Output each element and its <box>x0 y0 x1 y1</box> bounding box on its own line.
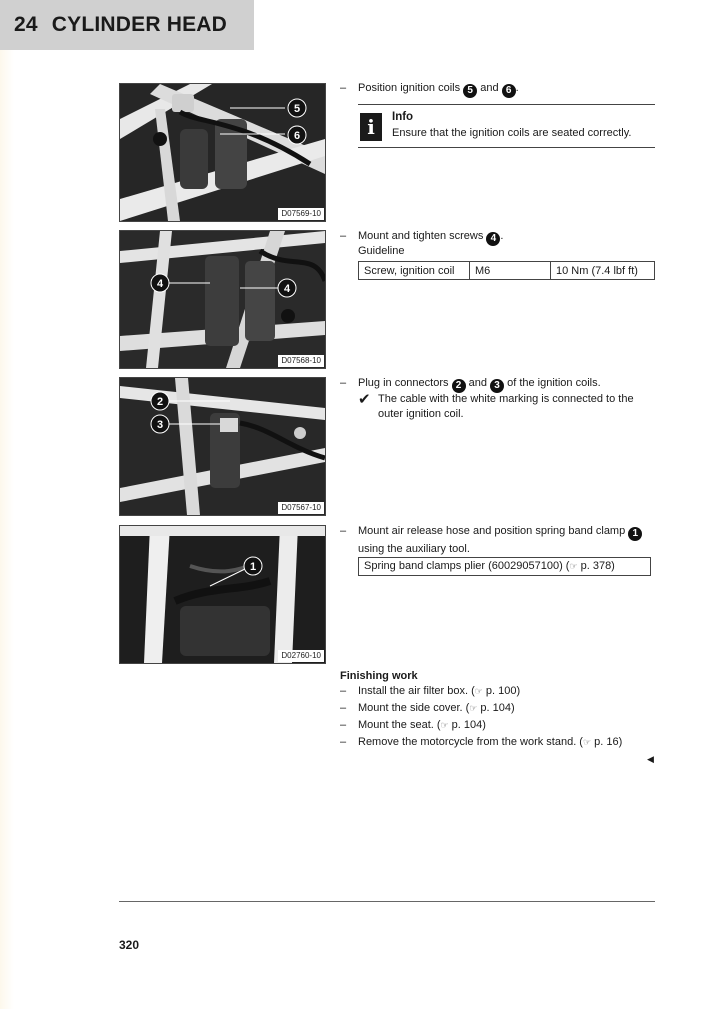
step-text: Mount and tighten screws <box>358 230 487 242</box>
step-dash: – <box>340 736 347 748</box>
step-dash: – <box>340 525 347 537</box>
step-text: of the ignition coils. <box>504 377 601 389</box>
list-item-text: Mount the side cover. ( <box>358 702 470 714</box>
step-position-coils <box>340 80 660 98</box>
callout-1 <box>244 557 262 575</box>
page-edge <box>0 0 14 1009</box>
svg-text:5: 5 <box>293 103 301 115</box>
svg-text:3: 3 <box>156 419 164 431</box>
figure-photo <box>120 378 325 515</box>
tool-text: Spring band clamps plier (60029057100) ( <box>364 560 570 572</box>
footer-divider <box>119 901 655 902</box>
svg-text:6: 6 <box>293 130 301 142</box>
step-dash: – <box>340 82 347 94</box>
callout-number: 2 <box>452 379 466 393</box>
figure-code: D07567-10 <box>278 502 324 514</box>
info-text: Ensure that the ignition coils are seated correctly. <box>392 127 632 139</box>
chapter-number: 24 <box>14 13 38 36</box>
table-row <box>359 262 655 280</box>
callout-4-right <box>278 279 296 297</box>
list-item-text: Mount the seat. ( <box>358 719 441 731</box>
svg-text:2: 2 <box>156 396 164 408</box>
figure-screws <box>119 230 326 369</box>
svg-text:4: 4 <box>156 278 164 290</box>
step-dash: – <box>340 377 347 389</box>
callout-number: 1 <box>628 527 642 541</box>
figure-photo <box>120 526 325 663</box>
list-item-page[interactable]: p. 104) <box>477 702 515 714</box>
step-dash: – <box>340 685 347 697</box>
special-tool-box <box>358 557 651 576</box>
check-icon: ✔ <box>358 391 371 408</box>
figure-photo <box>120 231 325 368</box>
callout-5 <box>288 99 306 117</box>
finishing-work-title: Finishing work <box>340 670 418 682</box>
chapter-header <box>0 0 254 50</box>
step-plug-connectors <box>340 375 660 393</box>
guideline-label: Guideline <box>358 245 405 257</box>
list-item-page[interactable]: p. 104) <box>448 719 486 731</box>
spec-torque: 10 Nm (7.4 lbf ft) <box>551 262 655 280</box>
page-number: 320 <box>119 938 140 952</box>
step-text: . <box>515 82 519 94</box>
step-text: Position ignition coils <box>358 82 464 94</box>
info-icon: i <box>360 113 382 141</box>
callout-2 <box>151 392 169 410</box>
callout-number: 3 <box>490 379 504 393</box>
list-item <box>340 700 622 717</box>
step-dash: – <box>340 230 347 242</box>
list-item <box>340 683 622 700</box>
info-box <box>358 104 655 148</box>
list-item-page[interactable]: p. 100) <box>482 685 521 697</box>
step-air-release-hose <box>340 523 660 557</box>
callout-6 <box>288 126 306 144</box>
step-mount-screws <box>340 228 660 246</box>
spec-thread: M6 <box>470 262 551 280</box>
step-text: and <box>465 377 491 389</box>
callout-3 <box>151 415 169 433</box>
callout-number: 6 <box>502 84 516 98</box>
list-item-page[interactable]: p. 16) <box>591 736 623 748</box>
step-dash: – <box>340 719 347 731</box>
step-text: Plug in connectors <box>358 377 452 389</box>
figure-code: D07568-10 <box>278 355 324 367</box>
check-text: The cable with the white marking is connected to the outer ignition coil. <box>378 393 634 420</box>
callout-number: 4 <box>486 232 500 246</box>
page-reference-icon: ☞ <box>569 561 578 571</box>
figure-spring-band-clamp <box>119 525 326 664</box>
figure-code: D07569-10 <box>278 208 324 220</box>
step-text: . <box>500 230 504 242</box>
figure-code: D02760-10 <box>278 650 324 662</box>
page-reference-icon: ☞ <box>440 720 449 730</box>
step-text: and <box>477 82 502 94</box>
figure-ignition-coils <box>119 83 326 222</box>
end-of-section-icon: ◀ <box>647 754 654 764</box>
page-reference-icon: ☞ <box>582 737 592 747</box>
figure-photo <box>120 84 325 221</box>
finishing-work-list <box>340 683 622 751</box>
step-dash: – <box>340 702 347 714</box>
figure-connectors <box>119 377 326 516</box>
info-title: Info <box>392 111 414 123</box>
svg-text:4: 4 <box>283 283 291 295</box>
list-item-text: Install the air filter box. ( <box>358 685 475 697</box>
list-item-text: Remove the motorcycle from the work stand. ( <box>358 736 583 748</box>
list-item <box>340 717 622 734</box>
step-text: using the auxiliary tool. <box>358 543 470 555</box>
tool-page: p. 378) <box>577 560 615 572</box>
list-item <box>340 734 622 751</box>
torque-spec-table <box>358 261 655 280</box>
page-reference-icon: ☞ <box>469 703 478 713</box>
spec-item: Screw, ignition coil <box>359 262 470 280</box>
check-condition <box>358 392 648 422</box>
page-reference-icon: ☞ <box>474 686 483 696</box>
callout-number: 5 <box>463 84 477 98</box>
chapter-title: CYLINDER HEAD <box>51 13 228 36</box>
callout-4-left <box>151 274 169 292</box>
step-text: Mount air release hose and position spring band clamp <box>358 525 629 537</box>
svg-text:1: 1 <box>249 561 257 573</box>
